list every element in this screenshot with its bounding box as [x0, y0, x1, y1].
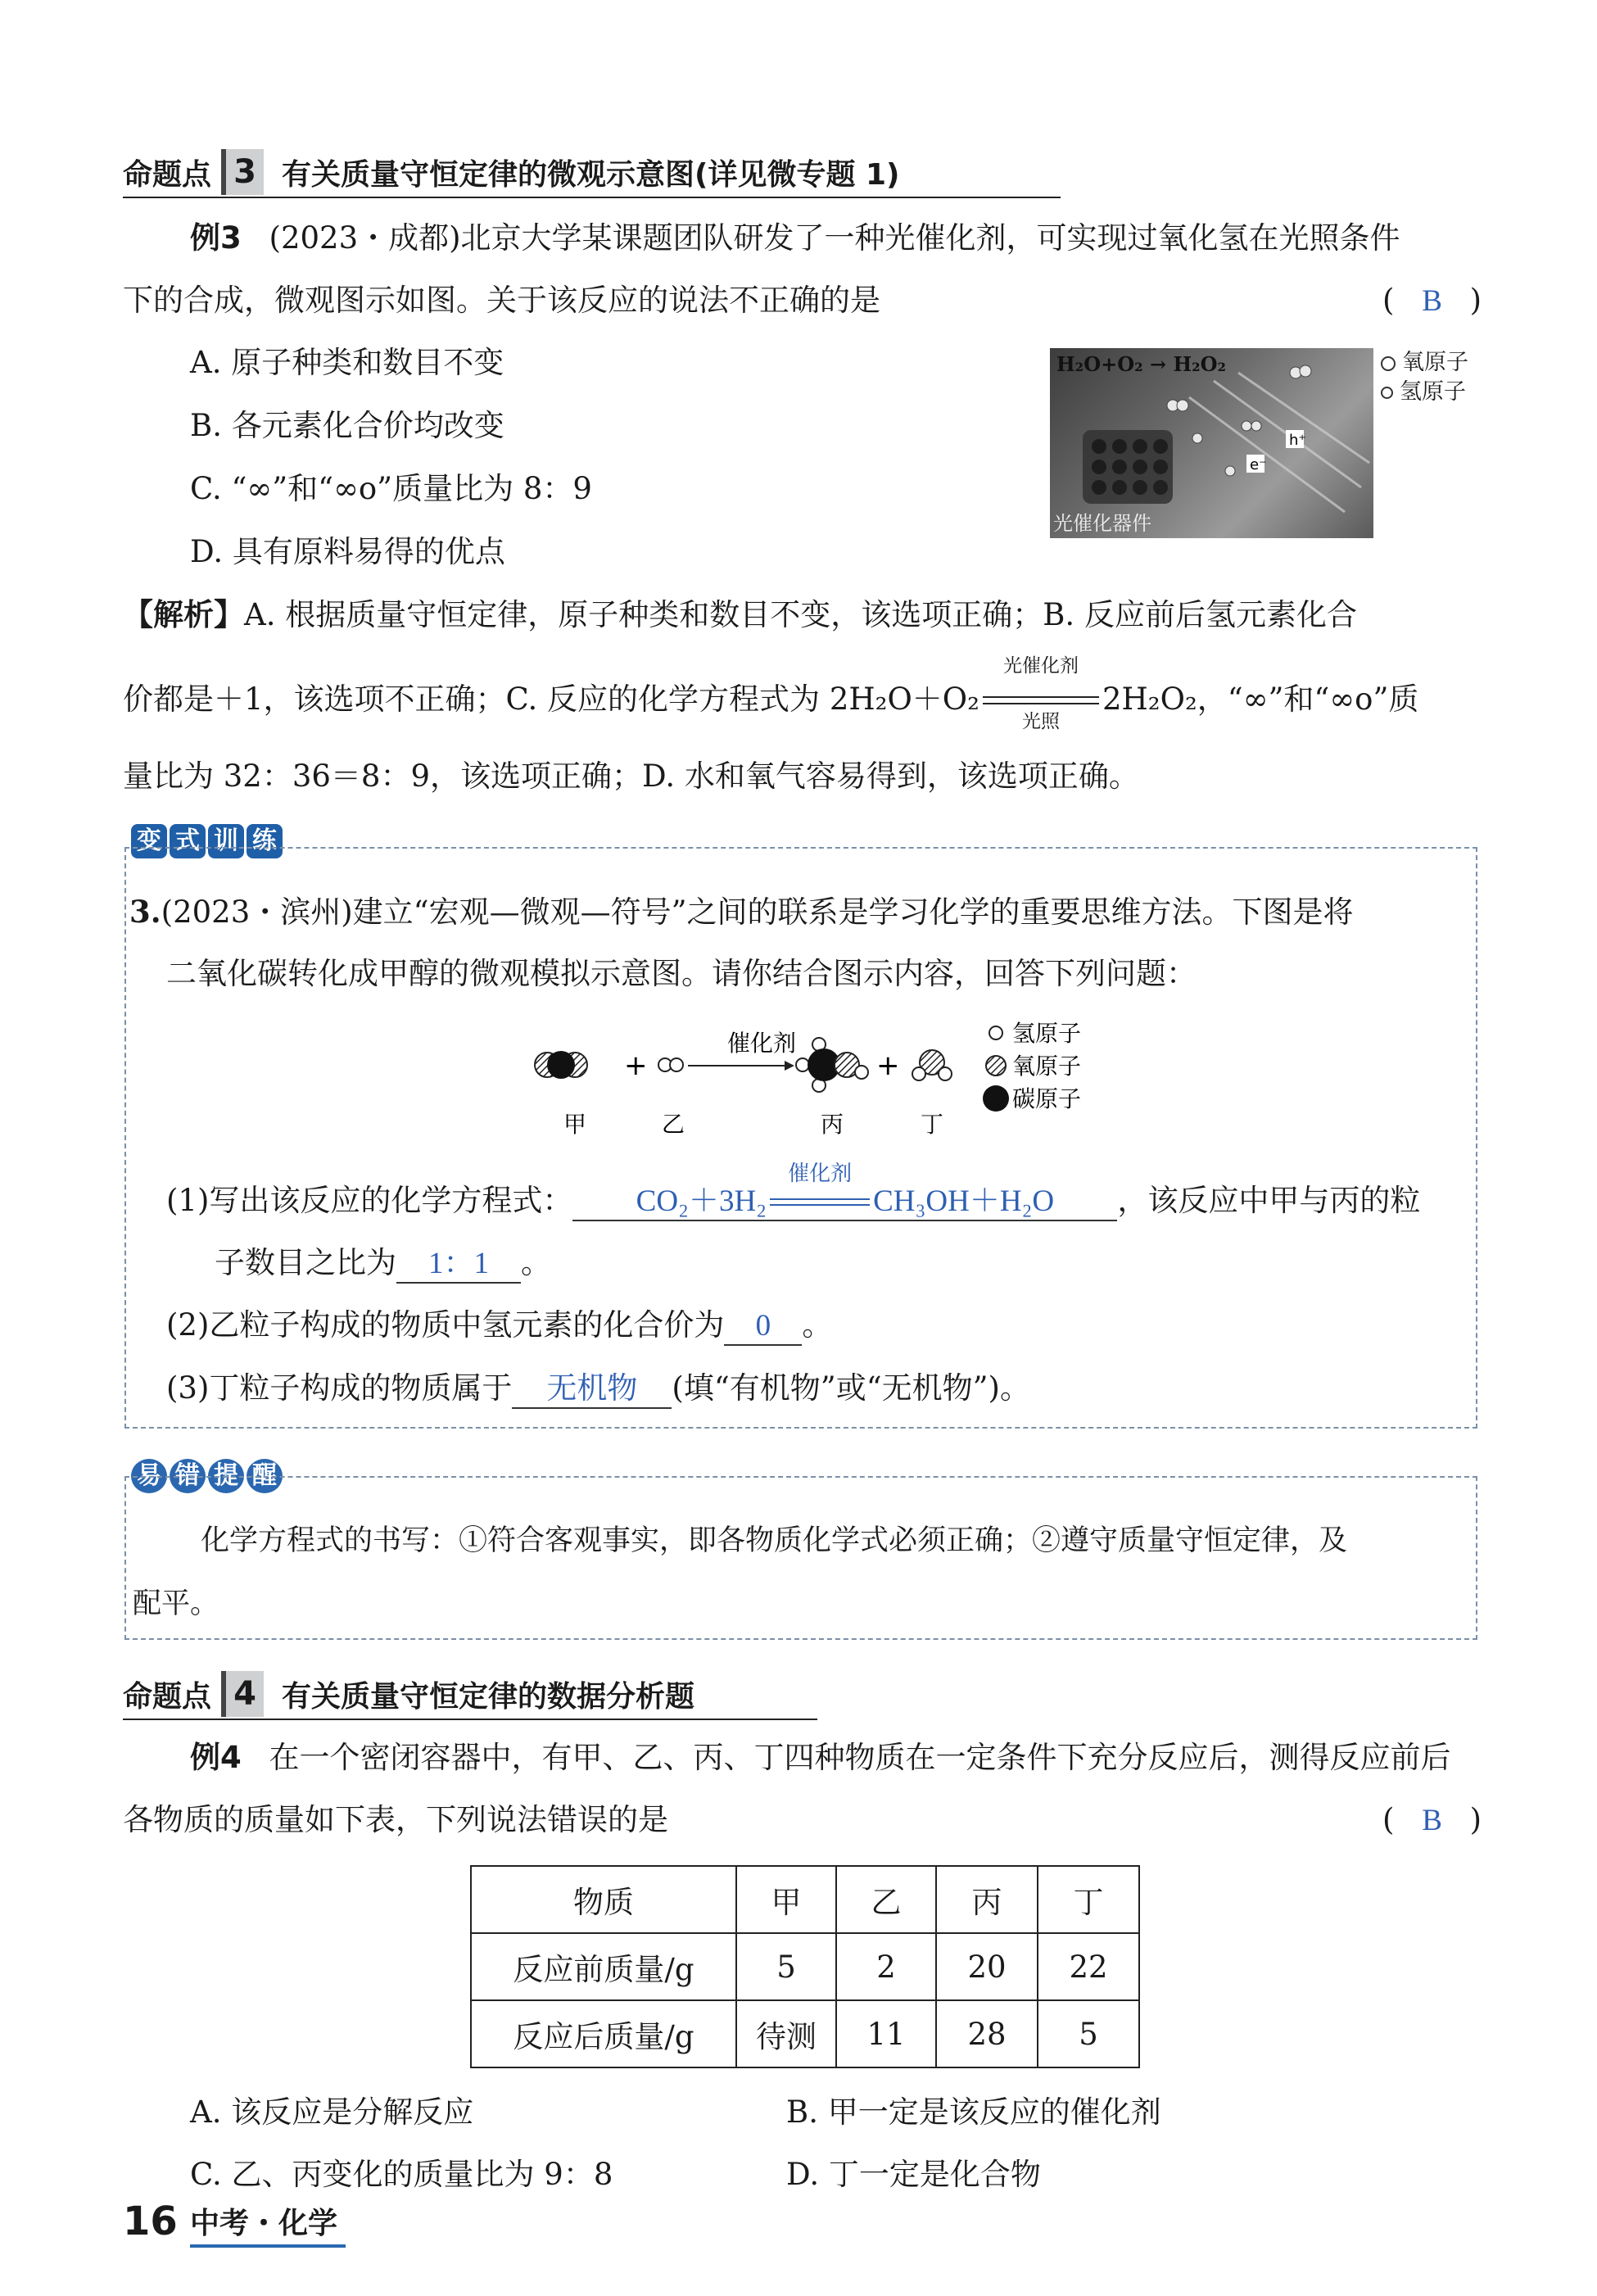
legend-oxygen-label: 氧原子 — [1402, 350, 1468, 375]
table-cell: 11 — [836, 2000, 936, 2067]
practice-tag-char-3: 训 — [208, 824, 244, 858]
topic3-heading — [123, 147, 900, 197]
methanol-molecule — [796, 1038, 868, 1092]
q1-line2-prefix: 子数目之比为 — [215, 1245, 396, 1280]
practice-q1-line2 — [215, 1242, 551, 1284]
co2-molecule — [535, 1051, 587, 1079]
condition-top: 光催化剂 — [1002, 655, 1079, 677]
h2-molecule — [658, 1058, 683, 1071]
label-yi: 乙 — [662, 1111, 685, 1138]
q3-prefix: (3)丁粒子构成的物质属于 — [166, 1370, 513, 1406]
practice-q3 — [166, 1367, 1030, 1410]
table-cell: 5 — [736, 1933, 836, 2000]
q1-ratio-answer: 1：1 — [396, 1246, 521, 1284]
device-label: 光催化器件 — [1053, 512, 1151, 535]
example3-option-c: C. “∞”和“∞o”质量比为 8：9 — [190, 471, 592, 506]
table-header-cell: 丙 — [936, 1866, 1038, 1933]
example3-answer: B — [1422, 284, 1442, 318]
analysis-condition — [979, 655, 1102, 732]
example4-option-c: C. 乙、丙变化的质量比为 9：8 — [190, 2157, 613, 2192]
topic4-underline — [123, 1719, 817, 1720]
oxygen-legend-icon — [986, 1056, 1006, 1076]
photocatalyst-illustration — [1050, 348, 1373, 538]
photocatalyst-figure — [1050, 348, 1373, 538]
example4-option-b: B. 甲一定是该反应的催化剂 — [786, 2094, 1161, 2130]
topic3-number: 3 — [221, 149, 264, 195]
example4-line2: 各物质的质量如下表，下列说法错误的是 — [123, 1802, 668, 1837]
topic3-label: 命题点 — [123, 157, 212, 192]
tip-tag-char-3: 提 — [208, 1459, 244, 1493]
condition-line — [983, 696, 1099, 698]
tip-tag-char-2: 错 — [170, 1459, 206, 1493]
bracket-open: ( — [1382, 283, 1395, 318]
example3-answer-bracket — [1382, 279, 1482, 323]
practice-tag-char-1: 变 — [131, 824, 167, 858]
legend-carbon-text: 碳原子 — [1012, 1085, 1082, 1112]
legend-hydrogen — [1381, 378, 1468, 407]
methanol-reaction-diagram — [524, 1012, 1114, 1143]
legend-hydrogen-label: 氢原子 — [1400, 379, 1466, 405]
condition-bottom: 光照 — [1021, 711, 1060, 732]
hydrogen-atom-icon — [1381, 387, 1393, 399]
q1-left: CO₂＋3H₂ — [636, 1184, 767, 1218]
analysis-tag: 【解析】 — [123, 597, 244, 632]
label-ding: 丁 — [921, 1111, 944, 1138]
condition-line2 — [983, 703, 1099, 704]
table-header-cell: 物质 — [471, 1866, 736, 1933]
bracket-close: ) — [1469, 283, 1482, 318]
analysis-line1 — [123, 594, 1357, 636]
tip-tag-char-4: 醒 — [247, 1459, 283, 1493]
water-molecule — [912, 1050, 952, 1080]
analysis-line2 — [123, 655, 1419, 732]
q3-answer: 无机物 — [512, 1371, 672, 1409]
bracket-close: ) — [1469, 1802, 1482, 1837]
table-cell: 反应前质量/g — [471, 1933, 736, 2000]
q1-prefix: (1)写出该反应的化学方程式： — [166, 1183, 573, 1218]
practice-line2: 二氧化碳转化成甲醇的微观模拟示意图。请你结合图示内容，回答下列问题： — [166, 956, 1197, 991]
topic4-heading — [123, 1669, 694, 1719]
example4-answer-bracket — [1382, 1799, 1482, 1842]
plus-sign-1: + — [624, 1049, 648, 1082]
table-cell: 待测 — [736, 2000, 836, 2067]
carbon-legend-icon — [983, 1085, 1009, 1112]
example3-text1: (2023・成都)北京大学某课题团队研发了一种光催化剂，可实现过氧化氢在光照条件 — [269, 220, 1400, 256]
plus-sign-2: + — [876, 1049, 900, 1082]
practice-text1: (2023・滨州)建立“宏观—微观—符号”之间的联系是学习化学的重要思维方法。下图是将 — [161, 894, 1354, 930]
bracket-open: ( — [1382, 1802, 1395, 1837]
analysis-text2a: 价都是＋1，该选项不正确；C. 反应的化学方程式为 2H₂O＋O₂ — [123, 682, 979, 717]
table-header-cell: 丁 — [1038, 1866, 1139, 1933]
arrow-head-icon — [785, 1061, 794, 1071]
q2-suffix: 。 — [802, 1307, 833, 1343]
footer-underline — [190, 2244, 346, 2248]
q2-answer: 0 — [724, 1308, 802, 1346]
mass-table — [470, 1865, 1140, 2068]
q1-line2-suffix: 。 — [521, 1245, 551, 1280]
table-row — [471, 2000, 1139, 2067]
topic4-title: 有关质量守恒定律的数据分析题 — [282, 1679, 695, 1714]
table-cell: 20 — [936, 1933, 1038, 2000]
q1-condition — [767, 1161, 873, 1220]
practice-line1 — [129, 890, 1354, 934]
figure-equation: H₂O+O₂ → H₂O₂ — [1056, 352, 1227, 376]
hydrogen-legend-icon — [989, 1026, 1002, 1039]
table-cell: 5 — [1038, 2000, 1139, 2067]
legend-oxygen — [1381, 348, 1468, 378]
tip-line1: 化学方程式的书写：①符合客观事实，即各物质化学式必须正确；②遵守质量守恒定律，及 — [201, 1524, 1348, 1557]
example3-legend — [1381, 348, 1468, 407]
topic4-number: 4 — [221, 1671, 264, 1717]
example4-option-d: D. 丁一定是化合物 — [786, 2157, 1041, 2192]
example4-text1: 在一个密闭容器中，有甲、乙、丙、丁四种物质在一定条件下充分反应后，测得反应前后 — [269, 1740, 1451, 1775]
table-header-cell: 乙 — [836, 1866, 936, 1933]
table-header-row — [471, 1866, 1139, 1933]
practice-number: 3. — [129, 894, 161, 930]
analysis-text1: A. 根据质量守恒定律，原子种类和数目不变，该选项正确；B. 反应前后氢元素化合 — [244, 597, 1357, 632]
practice-q2 — [166, 1304, 832, 1347]
example4-option-a: A. 该反应是分解反应 — [190, 2094, 474, 2130]
q1-right: CH₃OH＋H₂O — [873, 1184, 1055, 1218]
practice-tag-char-4: 练 — [247, 824, 283, 858]
example4-line1 — [190, 1737, 1451, 1779]
tip-line2: 配平。 — [133, 1587, 219, 1620]
table-header-cell: 甲 — [736, 1866, 836, 1933]
analysis-line3: 量比为 32：36＝8：9，该选项正确；D. 水和氧气容易得到，该选项正确。 — [123, 759, 1139, 794]
practice-tag-char-2: 式 — [170, 824, 206, 858]
page-number: 16 — [123, 2199, 178, 2244]
q1-answer-blank — [572, 1161, 1117, 1221]
label-bing: 丙 — [821, 1111, 844, 1138]
example3-option-b: B. 各元素化合价均改变 — [190, 408, 504, 443]
legend-hydrogen-text: 氢原子 — [1012, 1020, 1082, 1047]
analysis-text2b: 2H₂O₂，“∞”和“∞o”质 — [1102, 682, 1419, 717]
q1-suffix: ，该反应中甲与丙的粒 — [1117, 1183, 1421, 1218]
q3-suffix: (填“有机物”或“无机物”)。 — [672, 1370, 1030, 1406]
label-jia: 甲 — [563, 1111, 587, 1138]
topic3-underline — [123, 197, 1061, 198]
example3-tag: 例3 — [190, 220, 242, 256]
topic3-title: 有关质量守恒定律的微观示意图(详见微专题 1) — [282, 157, 900, 192]
oxygen-atom-icon — [1381, 356, 1396, 371]
example4-tag: 例4 — [190, 1740, 242, 1775]
legend-oxygen-text: 氧原子 — [1012, 1053, 1082, 1080]
example4-answer: B — [1422, 1804, 1442, 1837]
book-title: 中考・化学 — [190, 2207, 338, 2240]
h-label: h⁺ — [1289, 432, 1306, 449]
topic4-label: 命题点 — [123, 1679, 212, 1714]
example3-option-a: A. 原子种类和数目不变 — [190, 345, 504, 380]
tip-tag-char-1: 易 — [131, 1459, 167, 1493]
example3-line1 — [190, 217, 1400, 260]
q1-cond-text: 催化剂 — [788, 1161, 853, 1185]
diagram-catalyst: 催化剂 — [727, 1030, 797, 1057]
example3-option-d: D. 具有原料易得的优点 — [190, 534, 505, 569]
e-label: e⁻ — [1250, 456, 1267, 473]
example3-line2: 下的合成，微观图示如图。关于该反应的说法不正确的是 — [123, 283, 880, 318]
q1-cond-line2 — [770, 1204, 870, 1206]
table-cell: 反应后质量/g — [471, 2000, 736, 2067]
q1-cond-line1 — [770, 1198, 870, 1200]
q2-prefix: (2)乙粒子构成的物质中氢元素的化合价为 — [166, 1307, 725, 1343]
table-row — [471, 1933, 1139, 2000]
table-cell: 22 — [1038, 1933, 1139, 2000]
table-cell: 2 — [836, 1933, 936, 2000]
practice-q1-line1 — [166, 1161, 1421, 1222]
table-cell: 28 — [936, 2000, 1038, 2067]
